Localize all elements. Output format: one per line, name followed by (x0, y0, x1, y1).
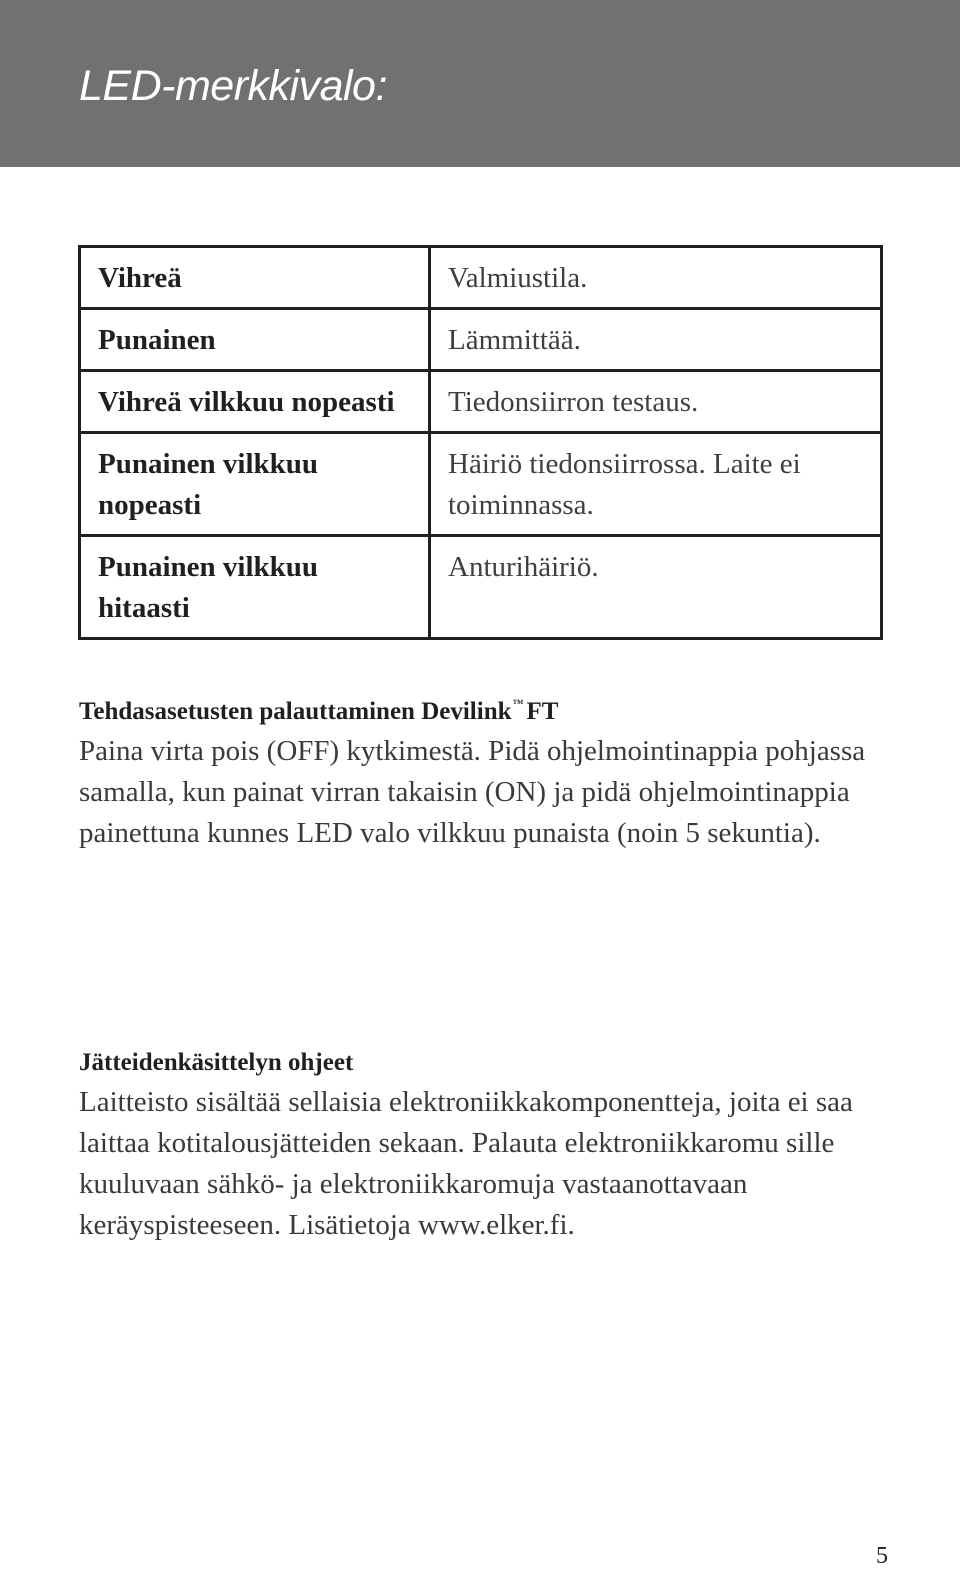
table-row (80, 536, 882, 639)
page-title: LED-merkkivalo: (79, 62, 387, 110)
disposal-section (79, 1046, 909, 1246)
table-row (80, 309, 882, 371)
page-number: 5 (876, 1543, 888, 1569)
table-row (80, 371, 882, 433)
factory-reset-heading-suffix: FT (526, 698, 559, 725)
led-status-cell: Valmiustila. (430, 247, 882, 309)
led-color-cell: Punainen vilkkuu nopeasti (80, 433, 430, 536)
disposal-body: Laitteisto sisältää sellaisia elektroniikkakomponentteja, joita ei saa laittaa kotitalousjätteiden sekaan. Palauta elektroniikkaromu sille kuuluvaan sähkö- ja elektroniikkaromuja vastaanottavaan keräyspisteeseen. Lisätietoja www.elker.fi. (79, 1086, 853, 1241)
table-row (80, 433, 882, 536)
trademark-symbol: ™ (512, 698, 524, 710)
led-status-cell: Tiedonsiirron testaus. (430, 371, 882, 433)
led-color-cell: Punainen vilkkuu hitaasti (80, 536, 430, 639)
disposal-heading: Jätteidenkäsittelyn ohjeet (79, 1049, 354, 1076)
header-band (0, 0, 960, 167)
led-color-cell: Punainen (80, 309, 430, 371)
factory-reset-body: Paina virta pois (OFF) kytkimestä. Pidä ohjelmointinappia pohjassa samalla, kun painat virran takaisin (ON) ja pidä ohjelmointinappia painettuna kunnes LED valo vilkkuu punaista (noin 5 sekuntia). (79, 735, 866, 849)
factory-reset-section (79, 687, 899, 854)
led-status-cell: Lämmittää. (430, 309, 882, 371)
table-row (80, 247, 882, 309)
led-status-cell: Häiriö tiedonsiirrossa. Laite ei toiminnassa. (430, 433, 882, 536)
led-color-cell: Vihreä (80, 247, 430, 309)
led-status-table (78, 245, 883, 640)
factory-reset-heading-text: Tehdasasetusten palauttaminen Devilink (79, 698, 512, 725)
led-status-cell: Anturihäiriö. (430, 536, 882, 639)
factory-reset-heading (79, 687, 899, 729)
led-color-cell: Vihreä vilkkuu nopeasti (80, 371, 430, 433)
